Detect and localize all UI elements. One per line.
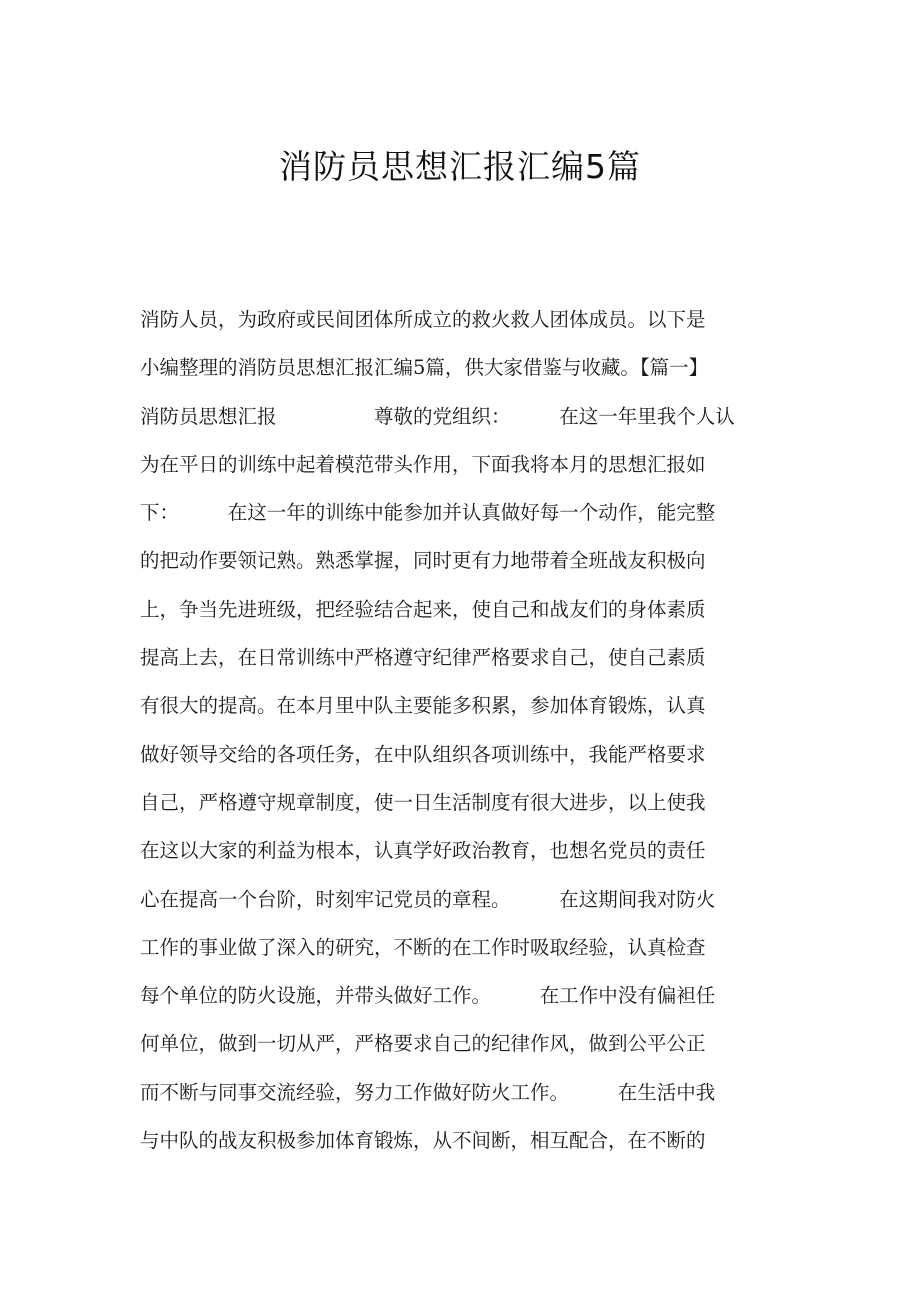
body-line: 消防人员，为政府或民间团体所成立的救火救人团体成员。以下是 [140, 308, 706, 331]
body-line: 何单位，做到一切从严，严格要求自己的纪律作风，做到公平公正 [140, 1032, 706, 1056]
body-line: 下： 在这一年的训练中能参加并认真做好每一个动作，能完整 [140, 501, 716, 525]
body-line: 小编整理的消防员思想汇报汇编5篇，供大家借鉴与收藏。【篇一】 [140, 356, 709, 380]
body-line: 的把动作要领记熟。熟悉掌握，同时更有力地带着全班战友积极向 [140, 549, 706, 573]
document-title: 消防员思想汇报汇编5篇 [279, 147, 641, 186]
body-line: 心在提高一个台阶，时刻牢记党员的章程。 在这期间我对防火 [140, 887, 716, 911]
body-line: 工作的事业做了深入的研究，不断的在工作时吸取经验，认真检查 [140, 935, 706, 959]
body-line: 每个单位的防火设施，并带头做好工作。 在工作中没有偏袒任 [140, 984, 716, 1008]
body-line: 做好领导交给的各项任务，在中队组织各项训练中，我能严格要求 [140, 742, 706, 766]
body-line: 提高上去，在日常训练中严格遵守纪律严格要求自己，使自己素质 [140, 646, 706, 670]
body-line: 有很大的提高。在本月里中队主要能多积累，参加体育锻炼，认真 [140, 694, 706, 718]
body-line: 而不断与同事交流经验，努力工作做好防火工作。 在生活中我 [140, 1080, 716, 1104]
body-line: 上，争当先进班级，把经验结合起来，使自己和战友们的身体素质 [140, 597, 706, 621]
document-body [140, 296, 790, 1165]
body-line: 消防员思想汇报 尊敬的党组织： 在这一年里我个人认 [140, 404, 735, 428]
body-line: 自己，严格遵守规章制度，使一日生活制度有很大进步，以上使我 [140, 790, 706, 814]
body-line: 为在平日的训练中起着模范带头作用，下面我将本月的思想汇报如 [140, 452, 706, 476]
body-line: 在这以大家的利益为根本，认真学好政治教育，也想名党员的责任 [140, 839, 706, 863]
body-line: 与中队的战友积极参加体育锻炼，从不间断，相互配合，在不断的 [140, 1129, 706, 1153]
